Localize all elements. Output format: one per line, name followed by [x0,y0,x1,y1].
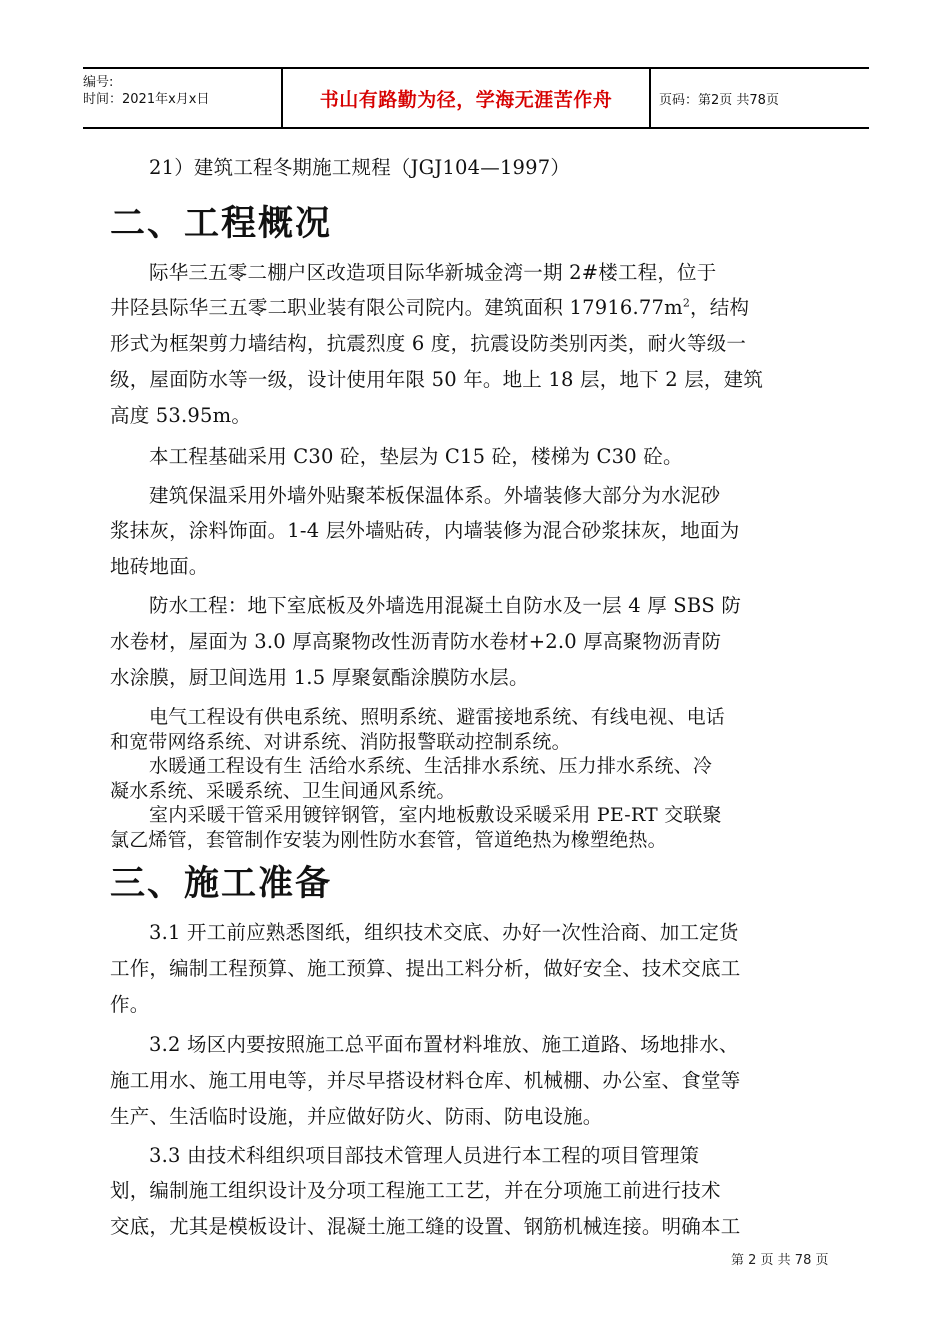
section-title-overview: 二、工程概况 [110,204,333,244]
paragraph-line: 凝水系统、采暖系统、卫生间通风系统。 [110,780,456,802]
paragraph-line: 井陉县际华三五零二职业装有限公司院内。建筑面积 $17916.77m^2$，结构 [110,296,750,319]
paragraph-line: 生产、生活临时设施，并应做好防火、防雨、防电设施。 [110,1105,603,1128]
header-motto: 书山有路勤为径，学海无涯苦作舟 [281,69,651,127]
paragraph-line: 际华三五零二棚户区改造项目际华新城金湾一期 2#楼工程，位于 [149,261,717,284]
paragraph-line: 本工程基础采用 C30 砼，垫层为 C15 砼，楼梯为 C30 砼。 [149,445,683,468]
paragraph-line: 防水工程：地下室底板及外墙选用混凝土自防水及一层 4 厚 SBS 防 [149,594,742,617]
paragraph-line: 3.1 开工前应熟悉图纸，组织技术交底、办好一次性洽商、加工定货 [149,921,739,944]
paragraph-line: 和宽带网络系统、对讲系统、消防报警联动控制系统。 [110,731,571,753]
paragraph-line: 地砖地面。 [110,555,209,578]
paragraph-line: 氯乙烯管，套管制作安装为刚性防水套管，管道绝热为橡塑绝热。 [110,829,667,851]
header-page-label: 页码：第2页 共78页 [659,92,779,108]
paragraph-line: 电气工程设有供电系统、照明系统、避雷接地系统、有线电视、电话 [149,706,726,728]
page-footer: 第 2 页 共 78 页 [731,1253,829,1268]
paragraph-line: 水暖通工程设有生 活给水系统、生活排水系统、压力排水系统、冷 [149,755,713,777]
paragraph-line: 交底，尤其是模板设计、混凝土施工缝的设置、钢筋机械连接。明确本工 [110,1215,741,1238]
paragraph-line: 工作，编制工程预算、施工预算、提出工料分析，做好安全、技术交底工 [110,957,741,980]
section-title-preparation: 三、施工准备 [110,864,333,904]
paragraph-line: 水涂膜，厨卫间选用 1.5 厚聚氨酯涂膜防水层。 [110,666,529,689]
paragraph-line: 建筑保温采用外墙外贴聚苯板保温体系。外墙装修大部分为水泥砂 [149,484,721,507]
paragraph-line: 3.2 场区内要按照施工总平面布置材料堆放、施工道路、场地排水、 [149,1033,739,1056]
item-21: 21）建筑工程冬期施工规程（JGJ104—1997） [149,156,571,179]
paragraph-line: 划，编制施工组织设计及分项工程施工工艺，并在分项施工前进行技术 [110,1179,721,1202]
paragraph-line: 高度 53.95m。 [110,404,252,427]
date-label: 时间：2021年x月x日 [83,92,210,107]
doc-number-label: 编号: [83,75,114,90]
paragraph-line: 级，屋面防水等一级，设计使用年限 50 年。地上 18 层，地下 2 层，建筑 [110,368,764,391]
paragraph-line: 水卷材，屋面为 3.0 厚高聚物改性沥青防水卷材+2.0 厚高聚物沥青防 [110,630,722,653]
paragraph-line: 形式为框架剪力墙结构，抗震烈度 6 度，抗震设防类别丙类，耐火等级一 [110,332,747,355]
page-header [83,67,869,129]
paragraph-line: 作。 [110,993,150,1016]
paragraph-line: 室内采暖干管采用镀锌钢管，室内地板敷设采暖采用 PE-RT 交联聚 [149,804,722,826]
paragraph-line: 施工用水、施工用电等，并尽早搭设材料仓库、机械棚、办公室、食堂等 [110,1069,741,1092]
header-meta [83,69,283,132]
paragraph-line: 浆抹灰，涂料饰面。1-4 层外墙贴砖，内墙装修为混合砂浆抹灰，地面为 [110,519,740,542]
paragraph-line: 3.3 由技术科组织项目部技术管理人员进行本工程的项目管理策 [149,1144,700,1167]
